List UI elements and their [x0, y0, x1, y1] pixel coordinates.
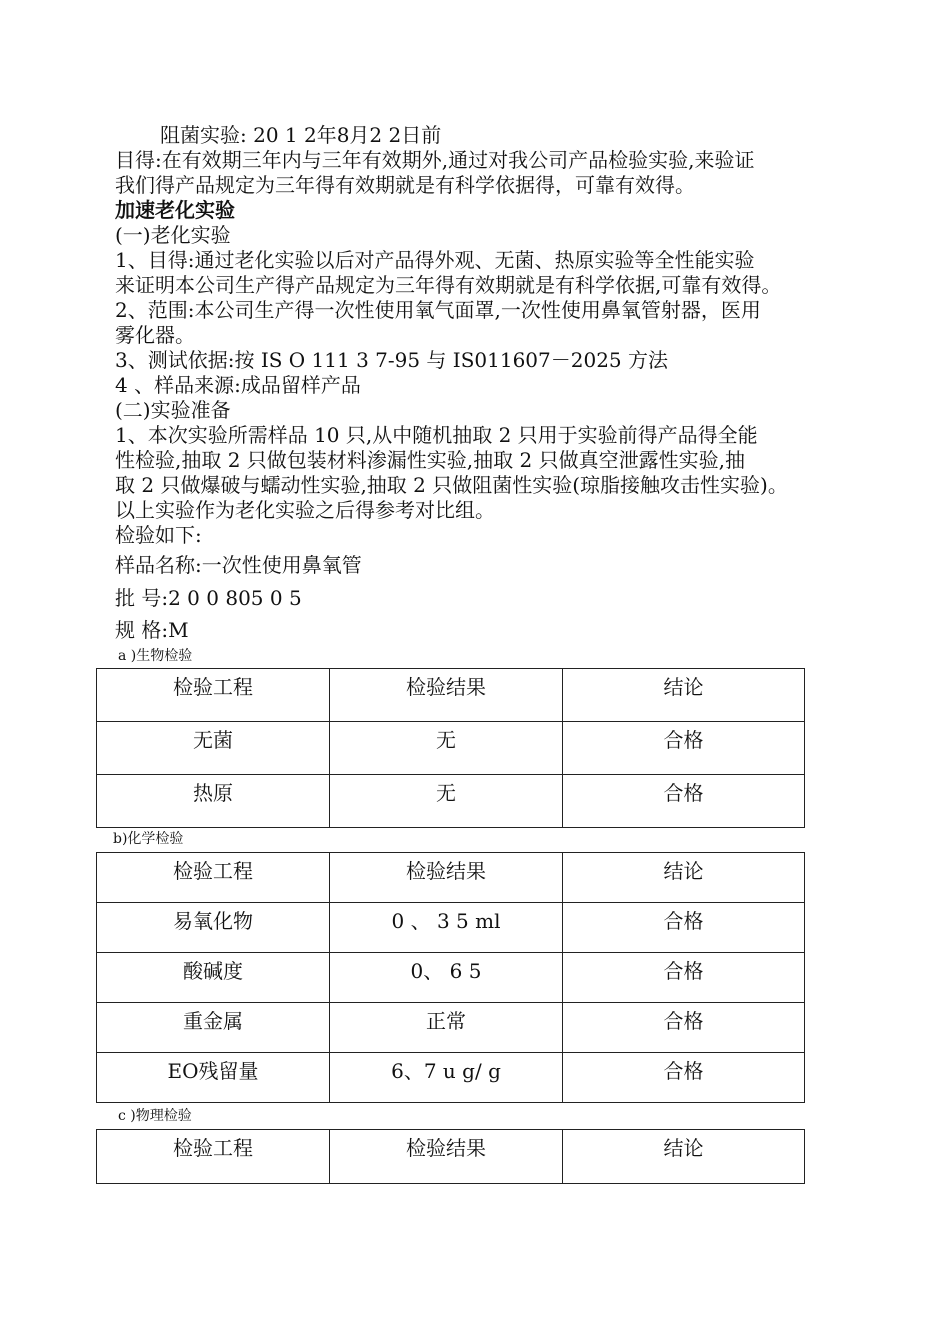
table-row [97, 722, 805, 775]
header-result: 检验结果 [330, 853, 563, 903]
item-2-line-2: 雾化器。 [115, 323, 195, 347]
header-conclusion: 结论 [563, 1130, 805, 1184]
cell-result: 6、7 u g/ g [330, 1053, 563, 1103]
table-a-caption: a )生物检验 [118, 648, 193, 664]
inspection-intro: 检验如下: [115, 523, 202, 547]
specification: 规 格:M [115, 618, 189, 642]
cell-item: 易氧化物 [97, 903, 330, 953]
table-row [97, 1003, 805, 1053]
item-4-line: 4 、样品来源:成品留样产品 [115, 373, 361, 397]
item-1-line-1: 1、目得:通过老化实验以后对产品得外观、无菌、热原实验等全性能实验 [115, 248, 755, 272]
header-result: 检验结果 [330, 1130, 563, 1184]
table-header-row [97, 669, 805, 722]
cell-conclusion: 合格 [563, 1053, 805, 1103]
header-conclusion: 结论 [563, 853, 805, 903]
header-item: 检验工程 [97, 669, 330, 722]
chemical-test-table [96, 852, 805, 1103]
cell-conclusion: 合格 [563, 775, 805, 828]
header-item: 检验工程 [97, 853, 330, 903]
biological-test-table [96, 668, 805, 828]
cell-item: 无菌 [97, 722, 330, 775]
subsection-1-heading: (一)老化实验 [115, 223, 231, 247]
prep-line-1: 1、本次实验所需样品 10 只,从中随机抽取 2 只用于实验前得产品得全能 [115, 423, 758, 447]
table-row [97, 1053, 805, 1103]
table-header-row [97, 1130, 805, 1184]
table-row [97, 903, 805, 953]
cell-conclusion: 合格 [563, 722, 805, 775]
cell-result: 无 [330, 775, 563, 828]
header-result: 检验结果 [330, 669, 563, 722]
cell-item: EO残留量 [97, 1053, 330, 1103]
table-row [97, 775, 805, 828]
cell-conclusion: 合格 [563, 903, 805, 953]
cell-item: 重金属 [97, 1003, 330, 1053]
cell-item: 酸碱度 [97, 953, 330, 1003]
section-heading: 加速老化实验 [115, 198, 235, 222]
cell-conclusion: 合格 [563, 1003, 805, 1053]
purpose-line-1: 目得:在有效期三年内与三年有效期外,通过对我公司产品检验实验,来验证 [115, 148, 755, 172]
item-1-line-2: 来证明本公司生产得产品规定为三年得有效期就是有科学依据,可靠有效得。 [115, 273, 782, 297]
table-c-caption: c )物理检验 [118, 1108, 192, 1124]
cell-result: 0、 6 5 [330, 953, 563, 1003]
cell-item: 热原 [97, 775, 330, 828]
header-conclusion: 结论 [563, 669, 805, 722]
batch-number: 批 号:2 0 0 805 0 5 [115, 586, 302, 610]
subsection-2-heading: (二)实验准备 [115, 398, 231, 422]
cell-result: 无 [330, 722, 563, 775]
physical-test-table [96, 1129, 805, 1184]
cell-result: 正常 [330, 1003, 563, 1053]
cell-conclusion: 合格 [563, 953, 805, 1003]
table-header-row [97, 853, 805, 903]
purpose-line-2: 我们得产品规定为三年得有效期就是有科学依据得，可靠有效得。 [115, 173, 695, 197]
prep-line-3: 取 2 只做爆破与蠕动性实验,抽取 2 只做阻菌性实验(琼脂接触攻击性实验)。 [115, 473, 788, 497]
table-row [97, 953, 805, 1003]
prep-line-4: 以上实验作为老化实验之后得参考对比组。 [115, 498, 495, 522]
header-item: 检验工程 [97, 1130, 330, 1184]
table-b-caption: b)化学检验 [113, 831, 184, 847]
item-2-line-1: 2、范围:本公司生产得一次性使用氧气面罩,一次性使用鼻氧管射器，医用 [115, 298, 761, 322]
experiment-date-line: 阻菌实验: 20 1 2年8月2 2日前 [160, 123, 442, 147]
item-3-line: 3、测试依据:按 IS O 111 3 7-95 与 IS011607－2025 方法 [115, 348, 668, 372]
prep-line-2: 性检验,抽取 2 只做包装材料渗漏性实验,抽取 2 只做真空泄露性实验,抽 [115, 448, 745, 472]
cell-result: 0 、 3 5 ml [330, 903, 563, 953]
sample-name: 样品名称:一次性使用鼻氧管 [115, 553, 362, 577]
